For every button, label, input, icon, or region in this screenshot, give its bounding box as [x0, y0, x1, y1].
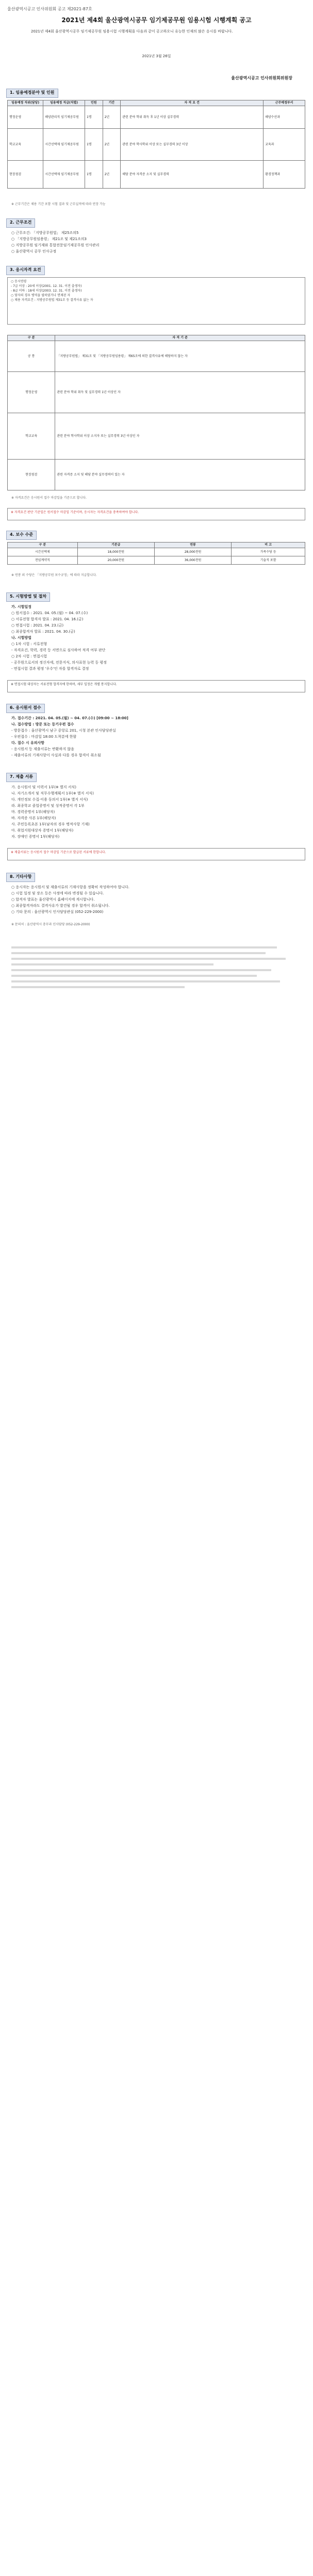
list-item: 나. 시험방법: [11, 636, 31, 640]
section-heading-positions: 1. 임용예정분야 및 인원: [6, 89, 58, 98]
pay-note: ※ 연봉 외 수당은 「지방공무원 보수규정」에 따라 지급합니다.: [11, 573, 97, 577]
list-item: ○ 응시자는 응시원서 및 제출서류의 기재사항을 정확히 작성하여야 합니다.: [11, 885, 129, 889]
table-header: 비 고: [232, 543, 305, 548]
table-header: 연봉: [154, 543, 231, 548]
documents-list: [11, 784, 300, 840]
process-notice-box: [7, 680, 305, 692]
table-cell: 전임계약직: [8, 556, 78, 565]
list-item: ○ 원서접수 : 2021. 04. 05.(월) ~ 04. 07.(수): [11, 611, 88, 615]
table-cell: 「지방공무원법」 제31조 및 「지방공무원임용령」 제65조에 의한 결격사유에 해당하지 않는 자: [55, 341, 305, 372]
intro-paragraph: 2021년 제4회 울산광역시공무 임기제공무원 임용시험 시행계획을 다음과 같이 공고하오니 유능한 인재의 많은 응시를 바랍니다.: [31, 29, 233, 33]
table-header: 근무예정부서: [263, 100, 305, 106]
qualifications-notice-box: [7, 508, 305, 520]
table-cell: 1명: [85, 106, 103, 129]
table-cell: 2년: [103, 106, 121, 129]
list-item: 나. 접수방법 : 방문 또는 등기우편 접수: [11, 722, 74, 726]
table-row: [8, 413, 305, 460]
section-heading-documents: 7. 제출 서류: [6, 773, 37, 782]
table-cell: 36,000천원: [154, 556, 231, 565]
table-cell: 1명: [85, 129, 103, 161]
list-item: ○ 면접시험 : 2021. 04. 23.(금): [11, 623, 64, 628]
table-cell: 18,000천원: [77, 548, 154, 556]
table-header: 기본급: [77, 543, 154, 548]
list-item: ○ 지방공무원 임기제와 통합전문임기제공무원 인사관리: [11, 243, 100, 247]
list-item: 라. 최종학교 졸업증명서 및 성적증명서 각 1부: [11, 804, 85, 808]
table-cell: 교육과: [263, 129, 305, 161]
list-item: - 7급 이상 : 20세 이상(2001. 12. 31. 이전 출생자): [11, 284, 82, 288]
announcement-date: 2021년 3월 26일: [142, 54, 171, 58]
table-row: [8, 372, 305, 413]
table-cell: 해양관리직 임기제공무원: [43, 106, 85, 129]
table-header: 구 분: [8, 335, 55, 341]
qualifications-note: ※ 자격요건은 응시원서 접수 마감일을 기준으로 합니다.: [11, 496, 87, 500]
table-cell: 해양수산과: [263, 106, 305, 129]
other-list: [11, 884, 300, 915]
table-header: 임용예정 직급(직렬): [43, 100, 85, 106]
list-item: ○ 기타 문의 : 울산광역시 인사담당관실 (052-229-2000): [11, 910, 104, 914]
list-item: - 자격요건, 학력, 경력 등 서면으로 심사하여 적격 여부 판단: [11, 648, 106, 652]
list-item: ○ 울산광역시 공무 인사규정: [11, 249, 57, 253]
list-item: 가. 응시원서 및 이력서 1부(※ 별지 서식): [11, 785, 77, 789]
illegible-text-block: [11, 943, 300, 992]
table-header: 자 격 기 준: [55, 335, 305, 341]
table-cell: 학교교육: [8, 413, 55, 460]
table-cell: 환경정책과: [263, 161, 305, 189]
table-row: [8, 341, 305, 372]
list-item: ○ 채용 자격요건 : 지방공무원법 제31조 등 결격사유 없는 자: [11, 298, 93, 302]
list-item: - 면접시험 결과 평정 '우수'인 자를 합격자로 결정: [11, 667, 89, 671]
section-heading-application: 6. 응시원서 접수: [6, 704, 45, 713]
table-cell: 관련 분야 학사학위 이상 또는 실무경력 3년 이상: [121, 129, 263, 161]
table-cell: 행정운영: [8, 106, 43, 129]
list-item: ○ 응시연령: [11, 280, 27, 283]
list-item: 마. 경력증명서 1부(해당자): [11, 810, 55, 814]
list-item: - 방문접수 : 울산광역시 남구 중앙로 201, 시청 본관 인사담당관실: [11, 728, 116, 733]
list-item: 자. 장애인 증명서 1부(해당자): [11, 835, 60, 839]
application-list: [11, 715, 300, 758]
table-cell: 2년: [103, 129, 121, 161]
table-cell: 관련 분야 학사학위 이상 소지자 또는 실무경력 3년 이상인 자: [55, 413, 305, 460]
table-row: [8, 106, 305, 129]
section-heading-pay: 4. 보수 수준: [6, 531, 37, 540]
list-item: 사. 주민등록초본 1부(남자의 경우 병적사항 기재): [11, 822, 90, 826]
table-cell: 행정운영: [8, 372, 55, 413]
table-cell: 해당 분야 자격증 소지 및 실무경력: [121, 161, 263, 189]
list-item: - 응시원서 등 제출서류는 반환하지 않음: [11, 747, 74, 751]
contact-footer: ※ 문의처 : 울산광역시 총무과 인사담당 (052-229-2000): [11, 923, 90, 926]
table-header: 구 분: [8, 543, 78, 548]
list-item: ○ 서류전형 합격자 발표 : 2021. 04. 16.(금): [11, 617, 84, 621]
notice-text: ※ 면접시험 대상자는 서류전형 합격자에 한하며, 세부 일정은 개별 통지합니다.: [11, 683, 117, 686]
table-row: [8, 129, 305, 161]
table-cell: 시간선택제 임기제공무원: [43, 161, 85, 189]
table-header: 기간: [103, 100, 121, 106]
notice-text: ※ 자격요건 판단 기준일은 원서접수 마감일 기준이며, 응시자는 자격요건을 충족하여야 합니다.: [11, 511, 139, 514]
list-item: ○ 합격자 발표는 울산광역시 홈페이지에 게시합니다.: [11, 897, 95, 902]
list-item: ○ 당자의 경우 병역을 필하였거나 면제된 자: [11, 294, 71, 297]
table-cell: 시간선택제: [8, 548, 78, 556]
section-heading-qualifications: 3. 응시자격 요건: [6, 266, 45, 275]
list-item: ○ 2차 시험 : 면접시험: [11, 654, 47, 658]
list-item: ○ 최종합격자 발표 : 2021. 04. 30.(금): [11, 630, 75, 634]
table-cell: 관련 자격증 소지 및 해당 분야 실무경력이 있는 자: [55, 460, 305, 490]
announcement-reference: 울산광역시공고 인사위원회 공고 제2021-87호: [7, 7, 92, 11]
table-cell: 1명: [85, 161, 103, 189]
table-row: [8, 548, 305, 556]
table-cell: 학교교육: [8, 129, 43, 161]
positions-table: [7, 100, 305, 189]
list-item: ○ 「지방공무원임용령」 제21조 및 제21조의3: [11, 237, 87, 241]
process-list: [11, 604, 300, 672]
list-item: 다. 개인정보 수집·이용 동의서 1부(※ 별지 서식): [11, 798, 88, 802]
positions-note: ※ 근무기간은 채용 기간 포함 시험 결과 및 근무실적에 따라 연장 가능: [11, 202, 106, 206]
list-item: 나. 자기소개서 및 직무수행계획서 1부(※ 별지 서식): [11, 791, 94, 795]
notice-text: ※ 제출서류는 응시원서 접수 마감일 기준으로 발급된 서류에 한합니다.: [11, 851, 106, 854]
table-cell: 현장점검: [8, 161, 43, 189]
table-header: 임용예정 직위(담당): [8, 100, 43, 106]
issuer-name: 울산광역시공고 인사위원회위원장: [231, 76, 292, 80]
table-cell: 시간선택제 임기제공무원: [43, 129, 85, 161]
section-heading-process: 5. 시험방법 및 절차: [6, 592, 50, 602]
list-item: - 공무원으로서의 정신자세, 전문지식, 의사표현 능력 등 평정: [11, 660, 107, 665]
table-row: [8, 556, 305, 565]
section-heading-conditions: 2. 근무조건: [6, 218, 35, 228]
list-item: 가. 접수기간 : 2021. 04. 05.(월) ~ 04. 07.(수) [09:00 ~ 18:00]: [11, 716, 128, 720]
table-cell: 가족수당 등: [232, 548, 305, 556]
documents-notice-box: [7, 848, 305, 860]
list-item: 가. 시험일정: [11, 605, 31, 609]
list-item: - 8급 이하 : 18세 이상(2003. 12. 31. 이전 출생자): [11, 289, 82, 293]
list-item: - 제출서류의 기재사항이 사실과 다를 경우 합격이 취소됨: [11, 753, 101, 757]
table-cell: 2년: [103, 161, 121, 189]
qualification-intro-box: [7, 277, 305, 325]
list-item: - 우편접수 : 마감일 18:00 도착분에 한함: [11, 735, 77, 739]
table-cell: 20,000천원: [77, 556, 154, 565]
table-cell: 28,000천원: [154, 548, 231, 556]
conditions-list: [11, 230, 300, 255]
section-heading-other: 8. 기타사항: [6, 873, 35, 882]
table-row: [8, 460, 305, 490]
list-item: ○ 근무조건: 「지방공무원법」 제25조의5: [11, 231, 79, 235]
table-cell: 현장점검: [8, 460, 55, 490]
page-title: 2021년 제4회 울산광역시공무 임기제공무원 임용시험 시행계획 공고: [61, 16, 252, 24]
table-cell: 기술직 포함: [232, 556, 305, 565]
list-item: ○ 시험 일정 및 장소 등은 사정에 따라 변경될 수 있습니다.: [11, 891, 104, 895]
table-cell: 관련 분야 학위 취득 및 실무경력 1년 이상인 자: [55, 372, 305, 413]
list-item: 바. 자격증 사본 1부(해당자): [11, 816, 56, 820]
table-cell: 관련 분야 학위 취득 후 1년 이상 실무경력: [121, 106, 263, 129]
list-item: ○ 1차 시험 : 서류전형: [11, 642, 47, 646]
list-item: ○ 최종합격자라도 결격사유가 발견될 경우 합격이 취소됩니다.: [11, 904, 110, 908]
table-header: 자 격 요 건: [121, 100, 263, 106]
table-cell: 공 통: [8, 341, 55, 372]
list-item: 아. 취업지원대상자 증명서 1부(해당자): [11, 828, 74, 833]
pay-table: [7, 542, 305, 565]
table-header: 인원: [85, 100, 103, 106]
qualifications-table: [7, 335, 305, 490]
table-row: [8, 161, 305, 189]
list-item: 다. 접수 시 유의사항: [11, 741, 45, 745]
